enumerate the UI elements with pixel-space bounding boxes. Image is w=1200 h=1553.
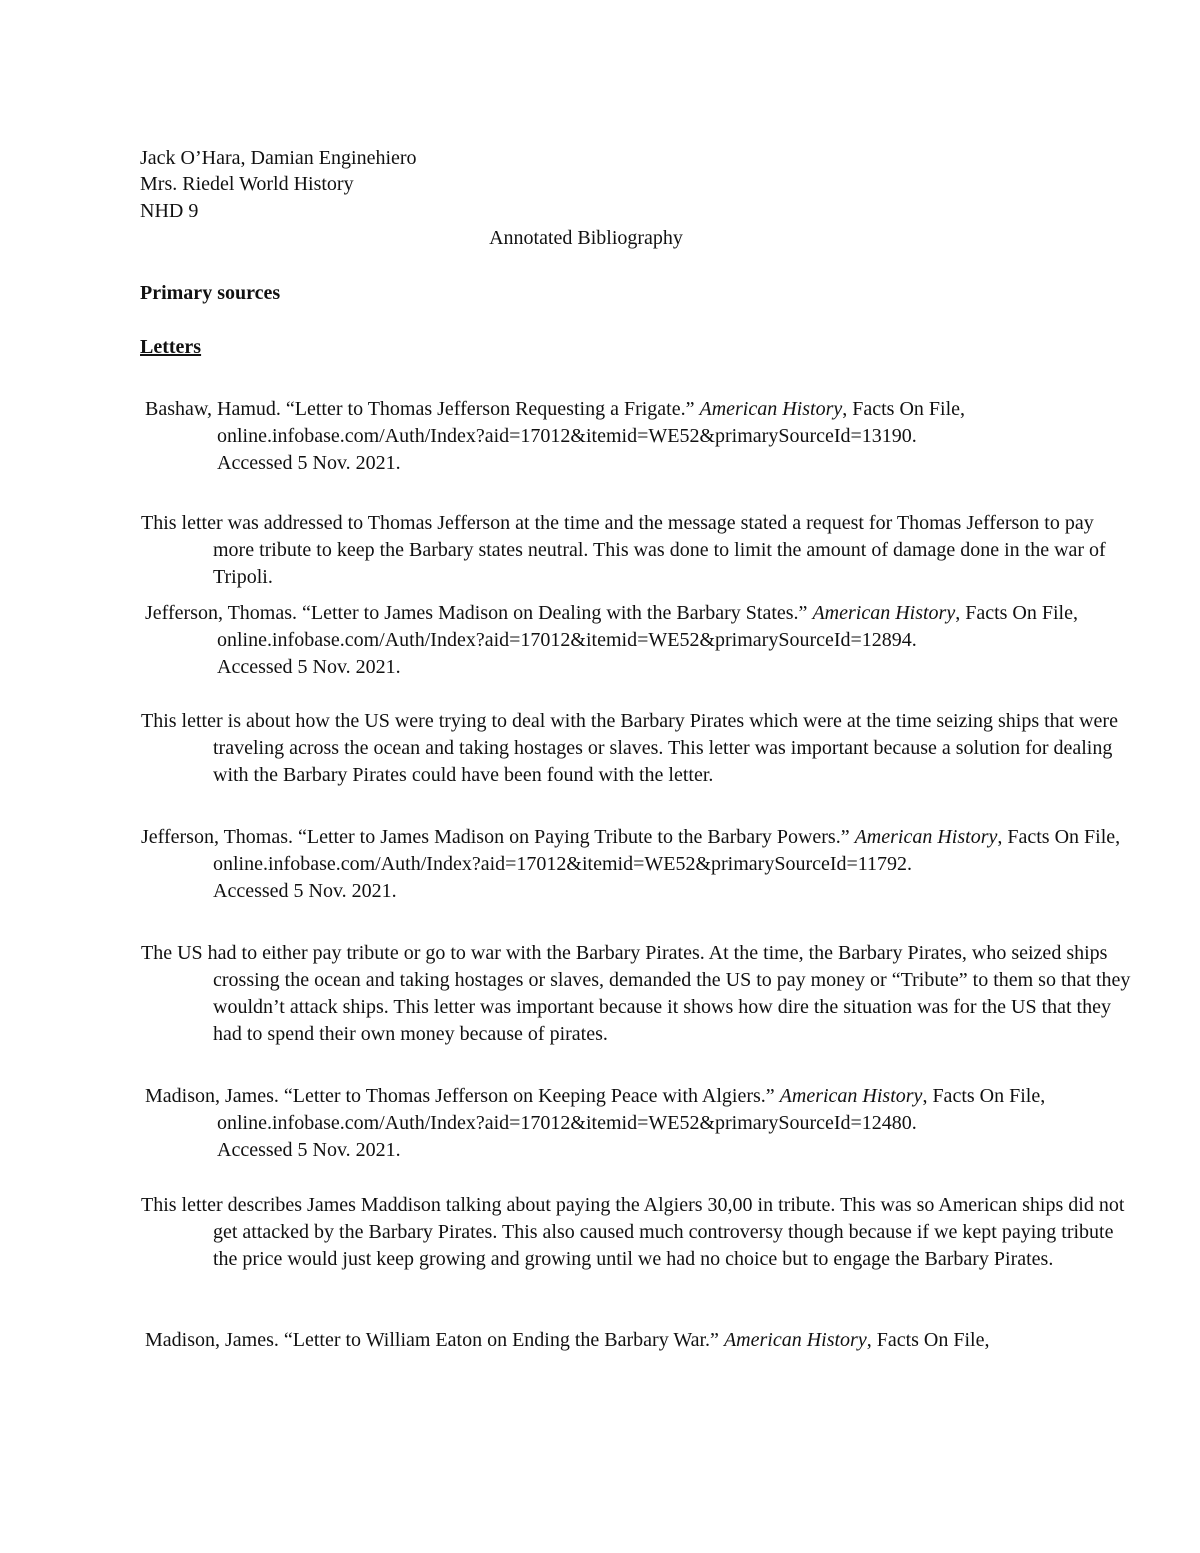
citation-1: Bashaw, Hamud. “Letter to Thomas Jefferson Requesting a Frigate.” American History, Facts On File, online.infobase.com/Auth/Index?aid=17012&itemid=WE52&primarySourceId=13190. Accessed 5 Nov. 2021.: [145, 396, 1133, 477]
class-line: Mrs. Riedel World History: [140, 173, 354, 195]
citation-accessed: Accessed 5 Nov. 2021.: [217, 656, 401, 678]
citation-2: Jefferson, Thomas. “Letter to James Madison on Dealing with the Barbary States.” American History, Facts On File, online.infobase.com/Auth/Index?aid=17012&itemid=WE52&primarySourceId=12894. Accessed 5 Nov. 2021.: [145, 600, 1133, 681]
citation-accessed: Accessed 5 Nov. 2021.: [217, 1139, 401, 1161]
citation-3: Jefferson, Thomas. “Letter to James Madison on Paying Tribute to the Barbary Powers.” American History, Facts On File, online.infobase.com/Auth/Index?aid=17012&itemid=WE52&primarySourceId=11792. Accessed 5 Nov. 2021.: [141, 824, 1133, 905]
annotation-1: This letter was addressed to Thomas Jefferson at the time and the message stated a request for Thomas Jefferson to pay more tribute to keep the Barbary states neutral. This was done to limit the amount of damage done in the war of Tripoli.: [141, 512, 1106, 588]
project-line: NHD 9: [140, 200, 199, 222]
citation-url: online.infobase.com/Auth/Index?aid=17012&itemid=WE52&primarySourceId=13190.: [217, 425, 917, 447]
citation-accessed: Accessed 5 Nov. 2021.: [213, 880, 397, 902]
citation-accessed: Accessed 5 Nov. 2021.: [217, 452, 401, 474]
citation-url: online.infobase.com/Auth/Index?aid=17012&itemid=WE52&primarySourceId=12894.: [217, 629, 917, 651]
annotation-4: This letter describes James Maddison talking about paying the Algiers 30,00 in tribute. This was so American ships did not get attacked by the Barbary Pirates. This also caused much controversy though because if we kept paying tribute the price would just keep growing and growing until we had no choice but to engage the Barbary Pirates.: [141, 1194, 1125, 1270]
citation-url: online.infobase.com/Auth/Index?aid=17012&itemid=WE52&primarySourceId=12480.: [217, 1112, 917, 1134]
section-heading-primary: Primary sources: [140, 282, 281, 304]
citation-4: Madison, James. “Letter to Thomas Jefferson on Keeping Peace with Algiers.” American History, Facts On File, online.infobase.com/Auth/Index?aid=17012&itemid=WE52&primarySourceId=12480. Accessed 5 Nov. 2021.: [145, 1083, 1133, 1164]
citation-url: online.infobase.com/Auth/Index?aid=17012&itemid=WE52&primarySourceId=11792.: [213, 853, 913, 875]
section-heading-letters: Letters: [140, 336, 202, 358]
annotation-3: The US had to either pay tribute or go to war with the Barbary Pirates. At the time, the Barbary Pirates, who seized ships crossing the ocean and taking hostages or slaves, demanded the US to pay money or “Tribute” to them so that they wouldn’t attack ships. This letter was important because it shows how dire the situation was for the US that they had to spend their own money because of pirates.: [141, 942, 1131, 1045]
citation-5: Madison, James. “Letter to William Eaton on Ending the Barbary War.” American History, Facts On File,: [145, 1329, 990, 1351]
authors-line: Jack O’Hara, Damian Enginehiero: [140, 147, 417, 169]
annotation-2: This letter is about how the US were trying to deal with the Barbary Pirates which were at the time seizing ships that were traveling across the ocean and taking hostages or slaves. This letter was important because a solution for dealing with the Barbary Pirates could have been found with the letter.: [141, 710, 1118, 786]
document-title: Annotated Bibliography: [489, 227, 683, 249]
